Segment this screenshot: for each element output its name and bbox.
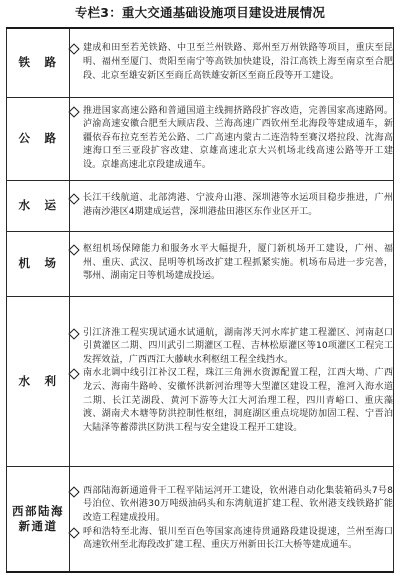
- item-text: 枢纽机场保障能力和服务水平大幅提升，厦门新机场开工建设，广州、福州、重庆、武汉、昆明等机场改扩建工程抓紧实施。机场布局进一步完善，鄂州、湖南定日等机场建成投运。: [83, 244, 393, 282]
- category-label: 水 利: [18, 373, 58, 388]
- diamond-bullet-icon: [68, 486, 79, 497]
- table-row: [7, 296, 394, 466]
- category-label: 铁 路: [18, 55, 58, 70]
- table-row: [7, 97, 394, 180]
- table-row: [7, 466, 394, 572]
- item-text: 呼和浩特至北海、银川至百色等国家高速待贯通路段建设提速，兰州至海口高速钦州至北海段改扩建工程、重庆万州新田长江大桥等建成通车。: [83, 526, 393, 551]
- category-cell: [7, 231, 70, 296]
- list-item: [70, 526, 393, 553]
- category-cell: [7, 97, 70, 180]
- content-cell: [70, 97, 394, 180]
- table-row: [7, 28, 394, 97]
- diamond-bullet-icon: [68, 328, 79, 339]
- table-row: [7, 231, 394, 296]
- content-cell: [70, 231, 394, 296]
- content-cell: [70, 180, 394, 231]
- diamond-bullet-icon: [68, 193, 79, 204]
- content-cell: [70, 28, 394, 97]
- diamond-bullet-icon: [68, 527, 79, 538]
- box-title: 专栏3：重大交通基础设施项目建设进展情况: [74, 5, 326, 20]
- list-item: [70, 192, 393, 219]
- item-text: 西部陆海新通道骨干工程平陆运河开工建设，钦州港自动化集装箱码头7号8号泊位、钦州港30万吨级油码头和东湾航道扩建工程、钦州港支线铁路扩能改造工程建成投用。: [83, 485, 393, 523]
- diamond-bullet-icon: [68, 44, 79, 55]
- item-text: 引江济淮工程实现试通水试通航，湖南涔天河水库扩建工程灌区、河南赵口引黄灌区二期、四川武引二期灌区工程、吉林松原灌区等10项灌区工程完工发挥效益，广西西江大藤峡水利枢纽工程全线挡水。: [83, 327, 393, 365]
- item-text: 长江干线航道、北部湾港、宁波舟山港、深圳港等水运项目稳步推进，广州港南沙港区4期建成运营，深圳港盐田港区东作业区开工。: [83, 192, 393, 217]
- list-item: [70, 42, 393, 83]
- diamond-bullet-icon: [68, 244, 79, 255]
- list-item: [70, 105, 393, 173]
- category-label: 水 运: [18, 198, 58, 212]
- category-cell: [7, 296, 70, 466]
- content-cell: [70, 466, 394, 572]
- category-label: 机 场: [18, 256, 58, 270]
- category-cell: [7, 180, 70, 231]
- item-text: 南水北调中线引江补汉工程，珠江三角洲水资源配置工程，江西大坳、广西龙云、海南牛路岭、安徽怀洪新河治理等大型灌区建设工程，淮河入海水道二期、长江芜湖段、黄河下游等大江大河治理工程，四川青峪口、重庆藻渡、湖南犬木塘等防洪控制性枢纽，洞庭湖区重点垸堤防加固工程、宁晋泊大陆泽等蓄滞洪区防洪工程与安全建设工程开工建设。: [83, 368, 393, 433]
- diamond-bullet-icon: [68, 369, 79, 380]
- item-text: 建成和田至若羌铁路、中卫至兰州铁路、郑州至万州铁路等项目，重庆至昆明、福州至厦门、贵阳至南宁等高铁加快建设，沿江高铁上海至南京至合肥段、北京至雄安新区至商丘高铁雄安新区至商丘段等开工建设。: [83, 43, 393, 81]
- projects-table: [6, 27, 394, 573]
- list-item: [70, 243, 393, 284]
- list-item: [70, 485, 393, 526]
- category-cell: [7, 466, 70, 572]
- list-item: [70, 327, 393, 368]
- category-label: 西部陆海 新通道: [12, 503, 64, 533]
- category-label: 公 路: [18, 131, 58, 145]
- diamond-bullet-icon: [68, 106, 79, 117]
- category-cell: [7, 28, 70, 97]
- table-row: [7, 180, 394, 231]
- list-item: [70, 367, 393, 435]
- item-text: 推进国家高速公路和普通国道主线拥挤路段扩容改造，完善国家高速路网。泸渝高速安徽合肥至大顾店段、兰海高速广西钦州至北海段等建成通车，新疆依吞布拉克至若羌公路、二广高速内蒙古二连浩特至赛汉塔拉段、沈海高速海口至三亚段扩容改建、京雄高速北京大兴机场北线高速公路等开工建设。京雄高速北京段建成通车。: [83, 105, 393, 170]
- content-cell: [70, 296, 394, 466]
